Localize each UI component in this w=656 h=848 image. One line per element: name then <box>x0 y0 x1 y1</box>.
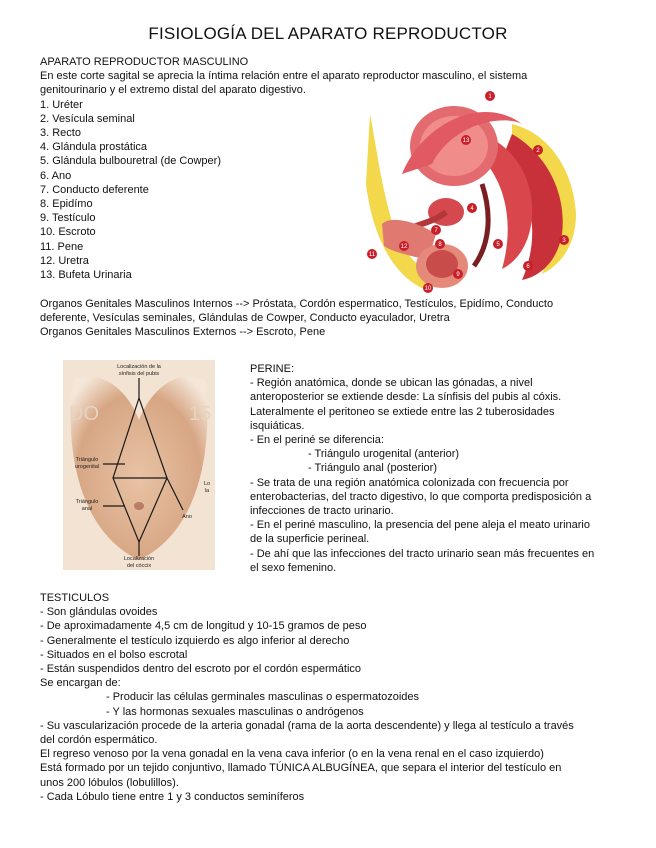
label-anal: anal <box>81 506 93 512</box>
testiculos-heading: TESTICULOS <box>40 592 110 604</box>
perine-line: - Región anatómica, donde se ubican las gónadas, a nivel <box>250 377 533 390</box>
label-right-partial: la <box>204 488 210 494</box>
perine-illustration <box>63 360 215 570</box>
perine-line: - Triángulo urogenital (anterior) <box>308 448 460 461</box>
figure-label: 11 <box>368 252 376 258</box>
part-item: 12. Uretra <box>40 254 89 267</box>
male-heading: APARATO REPRODUCTOR MASCULINO <box>40 56 249 68</box>
perine-line: enterobacterias, del tracto digestivo, lo que comporta predisposición a <box>250 490 592 503</box>
part-item: 5. Glándula bulbouretral (de Cowper) <box>40 155 221 168</box>
label-ano: Ano <box>182 514 192 520</box>
perine-line: - Se trata de una región anatómica colonizada con frecuencia por <box>250 476 569 489</box>
label-sinfisis: sínfisis del pubis <box>118 371 160 377</box>
figure-label: 4 <box>470 206 474 212</box>
figure-label: 7 <box>434 228 438 234</box>
label-coccix: del cóccix <box>126 563 152 569</box>
perine-line: - En el periné masculino, la presencia del pene aleja el meato urinario <box>250 519 590 532</box>
part-item: 9. Testículo <box>40 212 96 225</box>
figure-label: 5 <box>496 242 500 248</box>
perine-line: - Triángulo anal (posterior) <box>308 462 438 475</box>
part-item: 3. Recto <box>40 127 81 140</box>
perine-heading: PERINE: <box>250 363 295 375</box>
label-right-partial: Lo <box>203 481 211 487</box>
testiculos-line: - Su vascularización procede de la arteria gonadal (rama de la aorta descendente) y llega al testículo a través <box>40 719 574 732</box>
figure-label: 12 <box>400 244 408 250</box>
organs-section <box>40 297 553 340</box>
testiculos-line: Se encargan de: <box>40 677 121 690</box>
male-anatomy-illustration <box>362 84 584 294</box>
perine-line: Lateralmente el peritoneo se extiede entre las 2 tuberosidades <box>250 405 555 418</box>
perine-line: - En el periné se diferencia: <box>250 434 384 447</box>
figure-label: 1 <box>488 94 492 100</box>
part-item: 13. Bufeta Urinaria <box>40 269 132 282</box>
testiculos-line: - Generalmente el testículo izquierdo es algo inferior al derecho <box>40 634 350 647</box>
part-item: 4. Glándula prostática <box>40 141 148 154</box>
perine-line: isquiáticas. <box>250 419 305 432</box>
figure-label: 13 <box>462 138 470 144</box>
perine-section <box>250 362 594 575</box>
part-item: 1. Uréter <box>40 98 83 111</box>
label-sinfisis: Localización de la <box>117 364 161 370</box>
testiculos-line: - Son glándulas ovoides <box>40 606 158 619</box>
label-anal: Triángulo <box>75 499 99 505</box>
perine-line: infecciones de tracto urinario. <box>250 505 394 518</box>
part-item: 11. Pene <box>40 240 84 253</box>
perine-line: el sexo femenino. <box>250 561 337 574</box>
part-item: 10. Escroto <box>40 226 96 239</box>
part-item: 6. Ano <box>40 169 72 182</box>
figure-label: 10 <box>424 286 432 292</box>
watermark-left: DO <box>69 403 99 425</box>
label-urogenital: urogenital <box>74 464 100 470</box>
testiculos-section <box>40 591 574 804</box>
perine-line: - De ahí que las infecciones del tracto urinario sean más frecuentes en <box>250 547 595 560</box>
part-item: 2. Vesícula seminal <box>40 112 135 125</box>
figure-label: 9 <box>456 272 460 278</box>
testiculos-line: - Producir las células germinales masculinas o espermatozoides <box>106 691 420 704</box>
perine-line: de la superficie perineal. <box>250 533 370 546</box>
organs-line: deferente, Vesículas seminales, Glándulas de Cowper, Conducto eyaculador, Uretra <box>40 312 450 325</box>
organs-line: Organos Genitales Masculinos Externos --> Escroto, Pene <box>40 326 326 339</box>
figure-label: 3 <box>562 238 566 244</box>
figure-label: 2 <box>536 148 540 154</box>
testiculos-line: Está formado por un tejido conjuntivo, llamado TÚNICA ALBUGÍNEA, que separa el interior del testículo en <box>40 762 562 775</box>
organs-line: Organos Genitales Masculinos Internos --> Próstata, Cordón espermatico, Testículos, Epidímo, Conducto <box>40 298 554 310</box>
part-item: 7. Conducto deferente <box>40 183 149 196</box>
testiculos-line: - Están suspendidos dentro del escroto por el cordón espermático <box>40 663 362 676</box>
label-urogenital: Triángulo <box>75 457 99 463</box>
figure-label: 8 <box>438 242 442 248</box>
testiculos-line: - Situados en el bolso escrotal <box>40 648 188 661</box>
watermark-right: 15 <box>189 403 212 425</box>
testiculos-line: - Cada Lóbulo tiene entre 1 y 3 conductos seminíferos <box>40 790 305 803</box>
male-intro-line: genitourinario y el extremo distal del aparato digestivo. <box>40 84 306 97</box>
testiculos-line: El regreso venoso por la vena gonadal en la vena cava inferior (o en la vena renal en el caso izquierdo) <box>40 748 544 761</box>
testiculos-line: - Y las hormonas sexuales masculinas o andrógenos <box>106 705 364 718</box>
testiculos-line: unos 200 lóbulos (lobulillos). <box>40 776 179 789</box>
part-item: 8. Epidímo <box>40 198 93 211</box>
label-coccix: Localización <box>123 556 155 562</box>
testiculos-line: del cordón espermático. <box>40 734 158 747</box>
page-title: FISIOLOGÍA DEL APARATO REPRODUCTOR <box>148 24 508 43</box>
male-intro-line: En este corte sagital se aprecia la íntima relación entre el aparato reproductor masculino, el sistema <box>40 70 528 83</box>
figure-label: 6 <box>526 264 530 270</box>
testiculos-line: - De aproximadamente 4,5 cm de longitud y 10-15 gramos de peso <box>40 620 367 633</box>
perine-line: anteroposterior se extiende desde: La sínfisis del pubis al cóxis. <box>250 391 562 404</box>
